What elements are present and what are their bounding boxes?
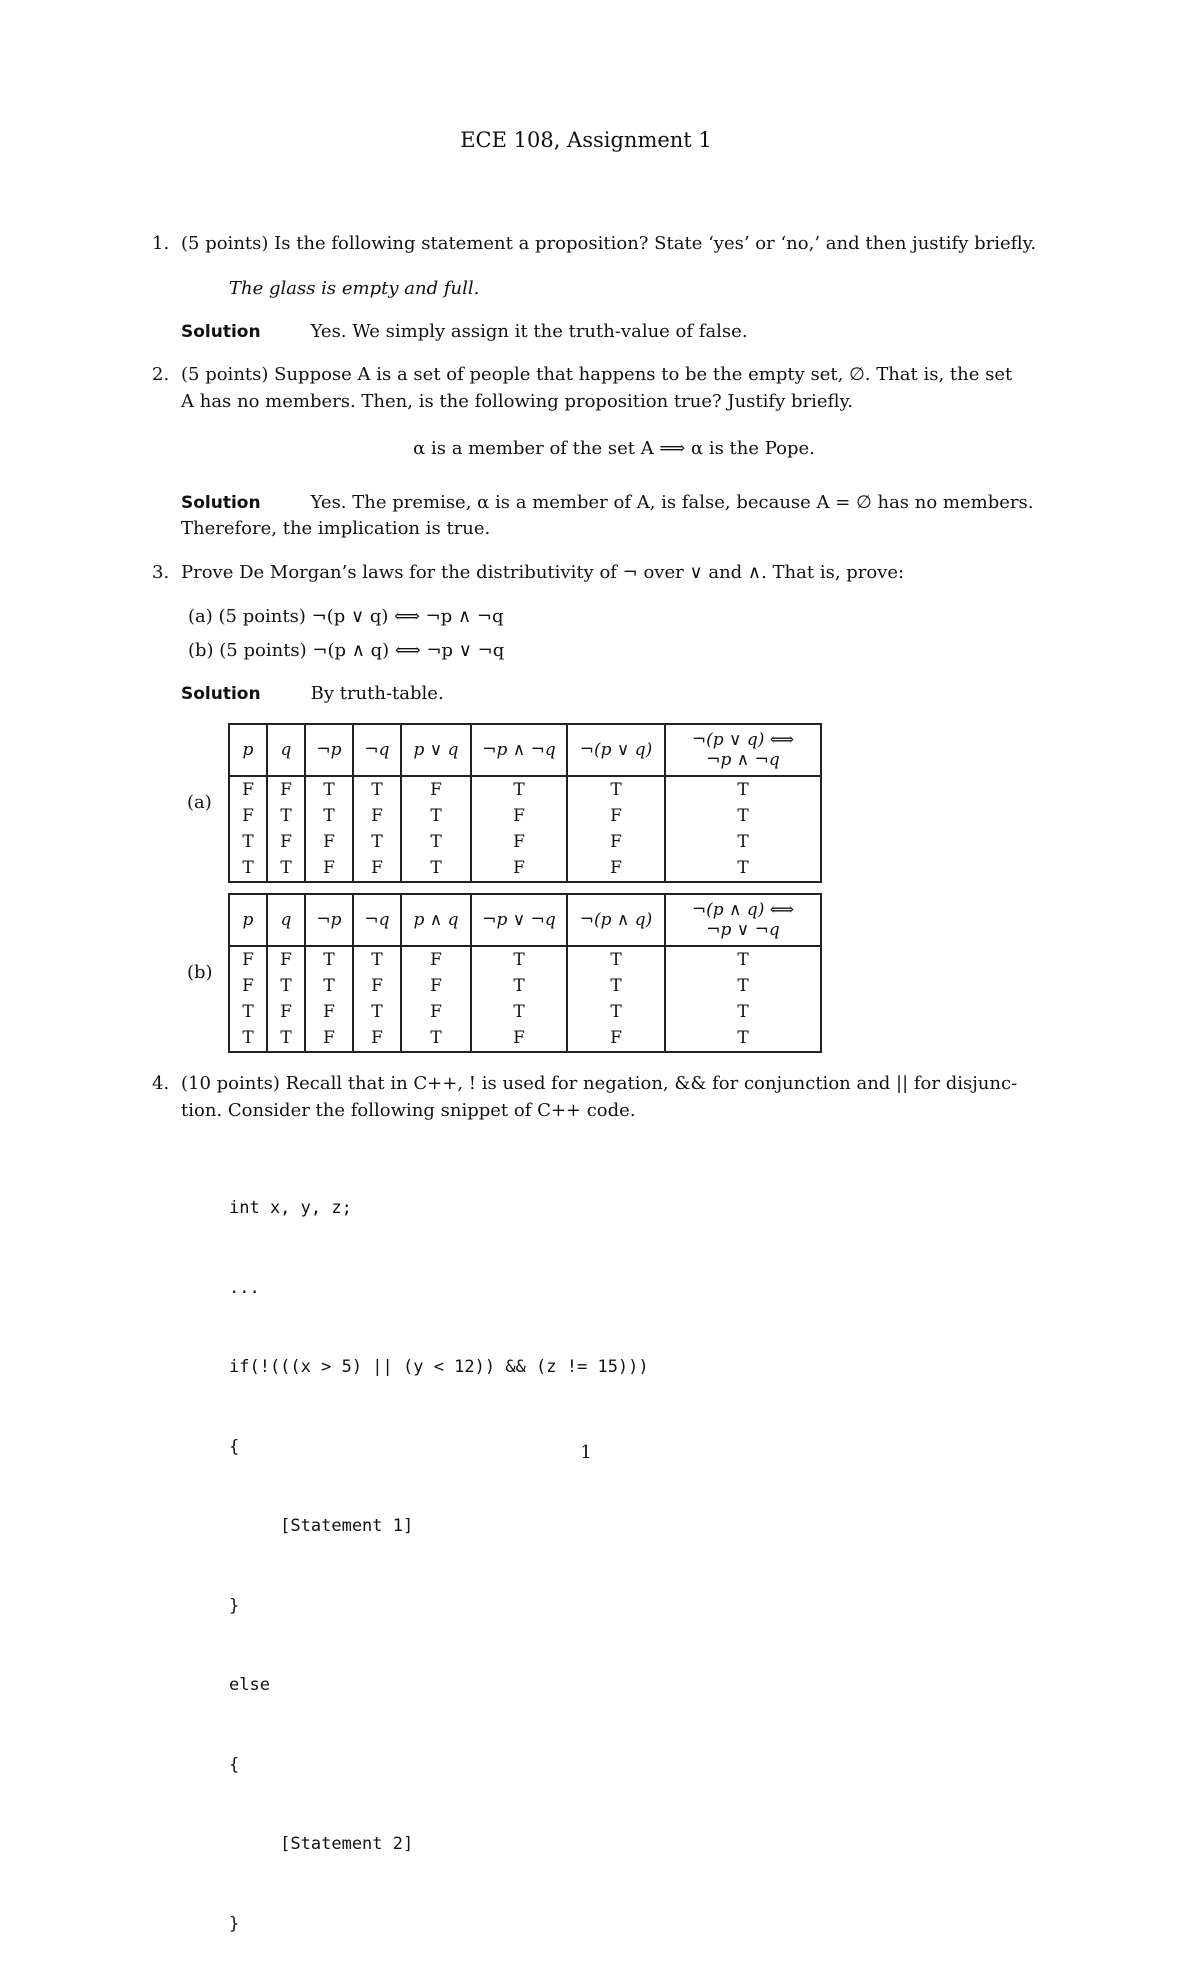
table-cell: T	[665, 776, 821, 803]
header-cell: ¬p ∧ ¬q	[471, 724, 567, 776]
code-line: }	[229, 1913, 240, 1934]
table-a-label: (a)	[187, 792, 212, 813]
table-cell: F	[471, 803, 567, 829]
table-cell: F	[401, 973, 471, 999]
table-cell: T	[229, 855, 267, 882]
table-cell: F	[567, 829, 665, 855]
table-cell: F	[229, 776, 267, 803]
table-cell: F	[305, 855, 353, 882]
question-2-proposition: α is a member of the set A ⟹ α is the Pope.	[413, 438, 815, 459]
header-line-1: ¬(p ∧ q) ⟺	[691, 900, 795, 920]
table-cell: T	[471, 973, 567, 999]
table-cell: T	[267, 855, 305, 882]
question-4-text-line-1: (10 points) Recall that in C++, ! is used for negation, && for conjunction and || for disjunc-	[181, 1073, 1018, 1094]
table-cell: F	[471, 1025, 567, 1052]
table-cell: T	[665, 1025, 821, 1052]
table-cell: F	[401, 999, 471, 1025]
table-cell: F	[267, 776, 305, 803]
table-cell: T	[401, 855, 471, 882]
question-1-solution	[181, 321, 748, 342]
truth-table-b	[228, 893, 822, 1053]
page-title: ECE 108, Assignment 1	[460, 128, 712, 152]
header-cell: p	[229, 894, 267, 946]
table-cell: T	[401, 829, 471, 855]
table-cell: T	[567, 973, 665, 999]
table-header-row	[229, 894, 821, 946]
table-cell: T	[267, 1025, 305, 1052]
solution-label: Solution	[181, 684, 261, 704]
question-2-solution-line-2: Therefore, the implication is true.	[181, 518, 491, 539]
table-cell: F	[229, 946, 267, 973]
table-cell: T	[267, 973, 305, 999]
header-cell: p	[229, 724, 267, 776]
table-cell: T	[353, 946, 401, 973]
question-1-statement: The glass is empty and full.	[229, 278, 480, 299]
table-cell: T	[567, 999, 665, 1025]
question-3-part-a: (a) (5 points) ¬(p ∨ q) ⟺ ¬p ∧ ¬q	[188, 606, 504, 627]
table-cell: F	[471, 829, 567, 855]
code-line: {	[229, 1754, 240, 1775]
table-cell: T	[229, 829, 267, 855]
table-cell: T	[353, 776, 401, 803]
table-cell: F	[305, 829, 353, 855]
question-3-number: 3.	[152, 562, 170, 583]
header-cell: q	[267, 894, 305, 946]
header-cell: ¬p	[305, 724, 353, 776]
table-cell: F	[471, 855, 567, 882]
table-cell: T	[471, 776, 567, 803]
code-line: {	[229, 1436, 240, 1457]
header-line-2: ¬p ∨ ¬q	[706, 920, 780, 940]
table-row	[229, 1025, 821, 1052]
table-cell: F	[567, 1025, 665, 1052]
code-line: int x, y, z;	[229, 1198, 352, 1218]
table-cell: T	[305, 803, 353, 829]
header-line-1: ¬(p ∨ q) ⟺	[691, 730, 795, 750]
table-row	[229, 973, 821, 999]
table-cell: T	[665, 999, 821, 1025]
table-cell: T	[665, 803, 821, 829]
table-cell: T	[665, 946, 821, 973]
table-cell: F	[567, 803, 665, 829]
table-cell: T	[665, 829, 821, 855]
table-cell: T	[665, 855, 821, 882]
question-2-text-line-2: A has no members. Then, is the following proposition true? Justify briefly.	[181, 391, 854, 412]
table-cell: F	[267, 946, 305, 973]
header-cell: ¬p	[305, 894, 353, 946]
table-cell: F	[305, 1025, 353, 1052]
table-cell: F	[567, 855, 665, 882]
header-cell: ¬q	[353, 894, 401, 946]
table-cell: T	[229, 999, 267, 1025]
table-row	[229, 829, 821, 855]
page-number: 1	[580, 1442, 592, 1463]
table-cell: F	[401, 776, 471, 803]
table-cell: F	[353, 803, 401, 829]
header-line-2: ¬p ∧ ¬q	[706, 750, 780, 770]
question-2-number: 2.	[152, 364, 170, 385]
table-row	[229, 946, 821, 973]
table-cell: F	[353, 855, 401, 882]
table-header-row	[229, 724, 821, 776]
table-cell: T	[567, 946, 665, 973]
table-cell: F	[267, 829, 305, 855]
truth-table-a	[228, 723, 822, 883]
table-cell: F	[267, 999, 305, 1025]
header-cell: p ∨ q	[401, 724, 471, 776]
solution-text: Yes. We simply assign it the truth-value of false.	[310, 321, 748, 342]
table-cell: T	[471, 946, 567, 973]
table-cell: T	[401, 803, 471, 829]
table-cell: F	[353, 973, 401, 999]
question-4-number: 4.	[152, 1073, 170, 1094]
table-cell: T	[353, 999, 401, 1025]
table-cell: T	[267, 803, 305, 829]
code-line: else	[229, 1675, 270, 1695]
header-cell: p ∧ q	[401, 894, 471, 946]
table-cell: T	[665, 973, 821, 999]
question-3-text: Prove De Morgan’s laws for the distributivity of ¬ over ∨ and ∧. That is, prove:	[181, 562, 905, 583]
header-cell	[665, 724, 821, 776]
header-cell: q	[267, 724, 305, 776]
header-cell: ¬p ∨ ¬q	[471, 894, 567, 946]
table-cell: F	[229, 803, 267, 829]
table-cell: T	[401, 1025, 471, 1052]
solution-label: Solution	[181, 493, 261, 513]
table-cell: T	[305, 973, 353, 999]
question-3-solution	[181, 683, 444, 704]
table-row	[229, 803, 821, 829]
table-cell: T	[353, 829, 401, 855]
table-cell: T	[567, 776, 665, 803]
question-1-text: (5 points) Is the following statement a proposition? State ‘yes’ or ‘no,’ and then justify briefly.	[181, 233, 1037, 254]
code-line: ...	[229, 1277, 260, 1298]
table-cell: F	[353, 1025, 401, 1052]
code-line: [Statement 1]	[229, 1516, 414, 1536]
table-cell: T	[305, 946, 353, 973]
question-2-text-line-1: (5 points) Suppose A is a set of people that happens to be the empty set, ∅. That is, the set	[181, 364, 1013, 385]
table-cell: F	[229, 973, 267, 999]
header-cell: ¬(p ∨ q)	[567, 724, 665, 776]
question-3-part-b: (b) (5 points) ¬(p ∧ q) ⟺ ¬p ∨ ¬q	[188, 640, 505, 661]
table-row	[229, 855, 821, 882]
code-line: }	[229, 1595, 240, 1616]
solution-label: Solution	[181, 322, 261, 342]
header-cell: ¬(p ∧ q)	[567, 894, 665, 946]
table-row	[229, 999, 821, 1025]
table-cell: F	[305, 999, 353, 1025]
question-4-text-line-2: tion. Consider the following snippet of C++ code.	[181, 1100, 636, 1121]
code-line: [Statement 2]	[229, 1834, 414, 1854]
question-1-number: 1.	[152, 233, 170, 254]
header-cell	[665, 894, 821, 946]
solution-text: By truth-table.	[310, 683, 444, 704]
table-row	[229, 776, 821, 803]
header-cell: ¬q	[353, 724, 401, 776]
table-b-label: (b)	[187, 962, 213, 983]
table-cell: T	[305, 776, 353, 803]
solution-text: Yes. The premise, α is a member of A, is false, because A = ∅ has no members.	[310, 492, 1034, 513]
table-cell: T	[229, 1025, 267, 1052]
code-line: if(!(((x > 5) || (y < 12)) && (z != 15)))	[229, 1357, 649, 1377]
question-2-solution	[181, 492, 1033, 513]
table-cell: T	[471, 999, 567, 1025]
table-cell: F	[401, 946, 471, 973]
